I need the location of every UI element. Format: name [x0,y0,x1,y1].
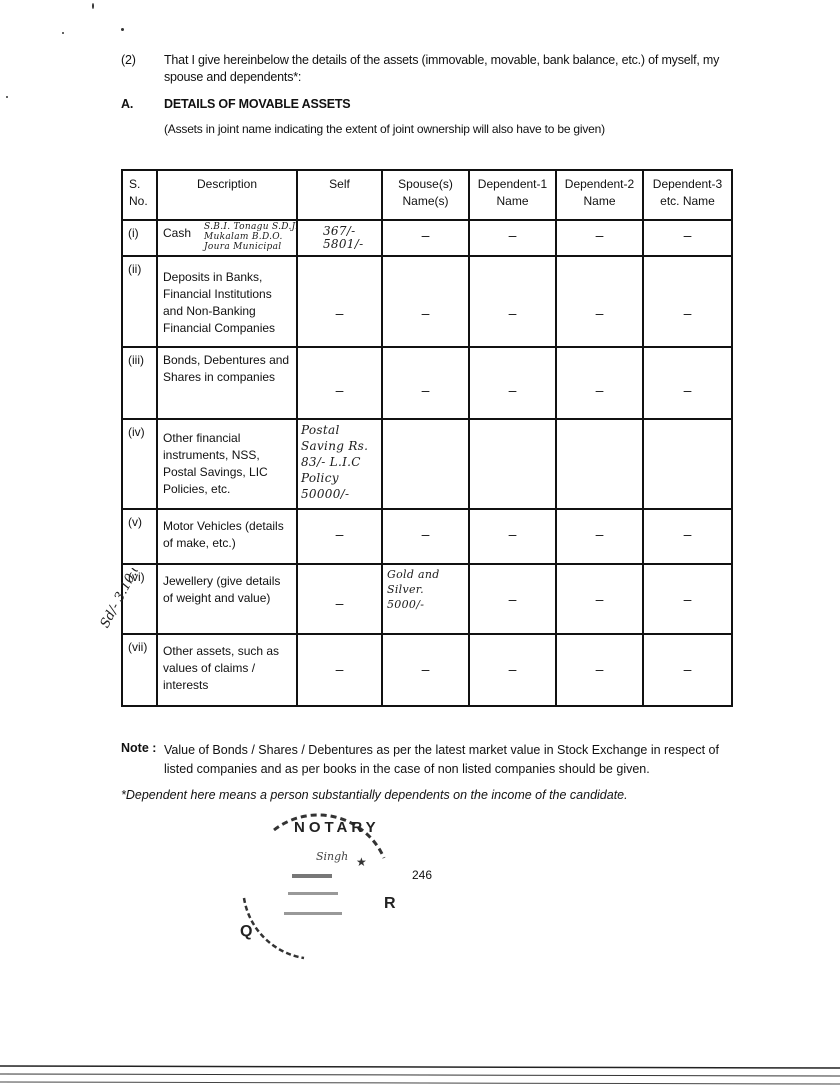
dash-mark: – [421,305,430,321]
cell-dependent-2 [556,419,643,509]
table-row [122,220,732,256]
cell-self [297,634,382,706]
section-subtitle: (Assets in joint name indicating the extent of joint ownership will also have to be given) [164,122,605,136]
cell-self [297,220,382,256]
header-dependent-2: Dependent-2 Name [556,170,643,220]
cell-spouse [382,419,469,509]
row-sno: (iii) [122,347,157,419]
dash-mark: – [421,661,430,677]
cell-spouse [382,220,469,256]
row-sno: (v) [122,509,157,564]
row-description [157,220,297,256]
dash-mark: – [508,526,517,542]
table-row [122,347,732,419]
header-dependent-1: Dependent-1 Name [469,170,556,220]
section-title: DETAILS OF MOVABLE ASSETS [164,97,351,111]
margin-signature-text: Sd/- 3.10.08 [97,568,138,631]
dash-mark: – [595,227,604,243]
star-icon: ★ [356,855,367,869]
cell-self [297,509,382,564]
row-description: Jewellery (give details of weight and value) [157,564,297,634]
page-number: 246 [412,868,433,882]
cell-self [297,256,382,347]
note-label: Note : [121,741,157,755]
stamp-top-text: NOTARY [294,819,380,836]
stamp-seal [234,808,404,968]
scan-edge-lines [0,1062,840,1088]
dash-mark: – [595,305,604,321]
dash-mark: – [421,382,430,398]
dash-mark: – [335,305,344,321]
cell-spouse [382,347,469,419]
cell-dependent-2 [556,564,643,634]
dash-mark: – [595,661,604,677]
intro-text: That I give hereinbelow the details of the assets (immovable, movable, bank balance, etc.) of myself, my spouse and dependents*: [164,53,720,84]
row-sno: (vii) [122,634,157,706]
row-description: Bonds, Debentures and Shares in companies [157,347,297,419]
handwritten-self-value: Postal Saving Rs. 83/- L.I.C Policy 50000/- [301,423,369,501]
dash-mark: – [683,591,692,607]
dash-mark: – [683,526,692,542]
table-row [122,256,732,347]
table-header-row [122,170,732,220]
header-self: Self [297,170,382,220]
dash-mark: – [335,661,344,677]
header-spouse: Spouse(s) Name(s) [382,170,469,220]
section-letter: A. [121,97,134,111]
header-dependent-3: Dependent-3 etc. Name [643,170,732,220]
row-sno: (vi) [122,564,157,634]
dash-mark: – [508,227,517,243]
cell-self [297,347,382,419]
notary-stamp [234,808,404,968]
cell-dependent-1 [469,509,556,564]
table-row [122,509,732,564]
cell-dependent-3 [643,564,732,634]
dash-mark: – [683,227,692,243]
dash-mark: – [683,661,692,677]
row-description: Deposits in Banks, Financial Institutions and Non-Banking Financial Companies [157,256,297,347]
cell-dependent-1 [469,347,556,419]
stamp-left-letter: Q [240,923,253,940]
footnote: *Dependent here means a person substantially dependents on the income of the candidate. [121,788,628,802]
row-description: Motor Vehicles (details of make, etc.) [157,509,297,564]
row-sno: (i) [122,220,157,256]
stamp-right-letter: R [384,895,396,912]
dash-mark: – [421,526,430,542]
margin-signature [78,568,138,643]
dash-mark: – [421,227,430,243]
cell-dependent-1 [469,256,556,347]
signature-mark [78,568,138,638]
cell-spouse [382,256,469,347]
row-sno: (ii) [122,256,157,347]
cell-dependent-1 [469,419,556,509]
row-description: Other assets, such as values of claims / interests [157,634,297,706]
scan-speck [92,3,94,9]
dash-mark: – [508,661,517,677]
header-sno: S. No. [122,170,157,220]
cell-spouse [382,634,469,706]
handwritten-self-value: 367/- 5801/- [323,224,364,251]
handwritten-spouse-value: Gold and Silver. 5000/- [387,568,440,611]
cell-dependent-1 [469,634,556,706]
intro-number: (2) [121,53,136,67]
cell-dependent-3 [643,634,732,706]
table-row [122,634,732,706]
cell-dependent-2 [556,634,643,706]
dash-mark: – [508,382,517,398]
cell-dependent-3 [643,419,732,509]
cell-self [297,564,382,634]
dash-mark: – [335,382,344,398]
scan-speck [121,28,124,31]
scan-speck [62,32,64,34]
cell-dependent-2 [556,256,643,347]
cell-spouse [382,509,469,564]
cell-dependent-3 [643,256,732,347]
dash-mark: – [683,305,692,321]
row-description: Other financial instruments, NSS, Postal Savings, LIC Policies, etc. [157,419,297,509]
handwritten-cash-note: S.B.I. Tonagu S.D.J. Mukalam B.D.O. Joura Municipal [204,222,298,252]
note-text: Value of Bonds / Shares / Debentures as per the latest market value in Stock Exchange in respect of listed companies and as per books in the case of non listed companies should be given. [164,743,719,776]
table-row [122,564,732,634]
cell-dependent-1 [469,564,556,634]
scan-speck [6,96,8,98]
cell-self [297,419,382,509]
cell-spouse [382,564,469,634]
dash-mark: – [508,305,517,321]
dash-mark: – [335,526,344,542]
cell-dependent-2 [556,509,643,564]
dash-mark: – [595,526,604,542]
dash-mark: – [683,382,692,398]
stamp-name-text: Singh [316,850,349,863]
row-sno: (iv) [122,419,157,509]
dash-mark: – [508,591,517,607]
cell-dependent-3 [643,347,732,419]
table-row [122,419,732,509]
cell-dependent-1 [469,220,556,256]
row-description-text: Cash [163,226,192,240]
header-description: Description [157,170,297,220]
cell-dependent-2 [556,220,643,256]
cell-dependent-3 [643,509,732,564]
dash-mark: – [595,591,604,607]
cell-dependent-3 [643,220,732,256]
dash-mark: – [595,382,604,398]
movable-assets-table [121,169,733,707]
cell-dependent-2 [556,347,643,419]
dash-mark: – [335,595,344,611]
